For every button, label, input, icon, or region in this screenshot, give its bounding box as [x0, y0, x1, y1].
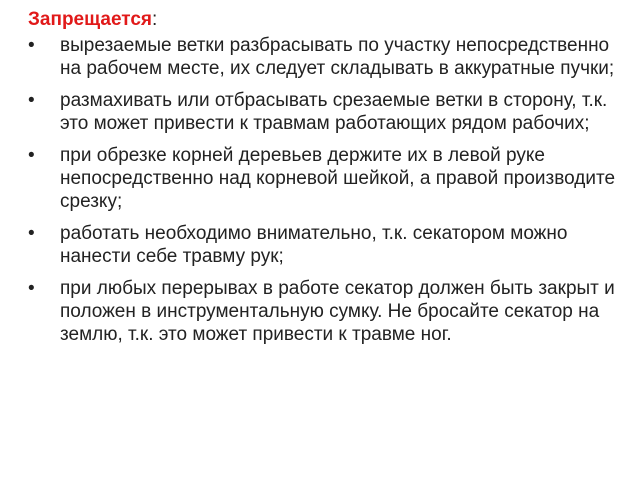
- bullet-icon: •: [28, 278, 35, 299]
- list-item: [22, 34, 616, 80]
- list-item-text: при обрезке корней деревьев держите их в левой руке непосредственно над корневой шейкой, а правой производите срезку;: [60, 145, 616, 212]
- bullet-icon: •: [28, 223, 35, 244]
- list-item-text: вырезаемые ветки разбрасывать по участку непосредственно на рабочем месте, их следует складывать в аккуратные пучки;: [60, 35, 615, 79]
- list-item: [22, 144, 616, 213]
- list-item-text: при любых перерывах в работе секатор должен быть закрыт и положен в инструментальную сумку. Не бросайте секатор на землю, т.к. это может привести к травме ног.: [60, 278, 615, 345]
- list-item-text: размахивать или отбрасывать срезаемые ветки в сторону, т.к. это может привести к травмам работающих рядом рабочих;: [60, 90, 608, 134]
- heading-colon: :: [151, 9, 158, 30]
- bullet-icon: •: [28, 90, 35, 111]
- bullet-icon: •: [28, 145, 35, 166]
- list-item: [22, 222, 616, 268]
- rules-list: [22, 34, 616, 346]
- list-item-text: работать необходимо внимательно, т.к. секатором можно нанести себе травму рук;: [60, 223, 568, 267]
- list-item: [22, 277, 616, 346]
- bullet-icon: •: [28, 35, 35, 56]
- list-item: [22, 89, 616, 135]
- heading: [28, 8, 616, 32]
- heading-label: Запрещается: [28, 9, 152, 30]
